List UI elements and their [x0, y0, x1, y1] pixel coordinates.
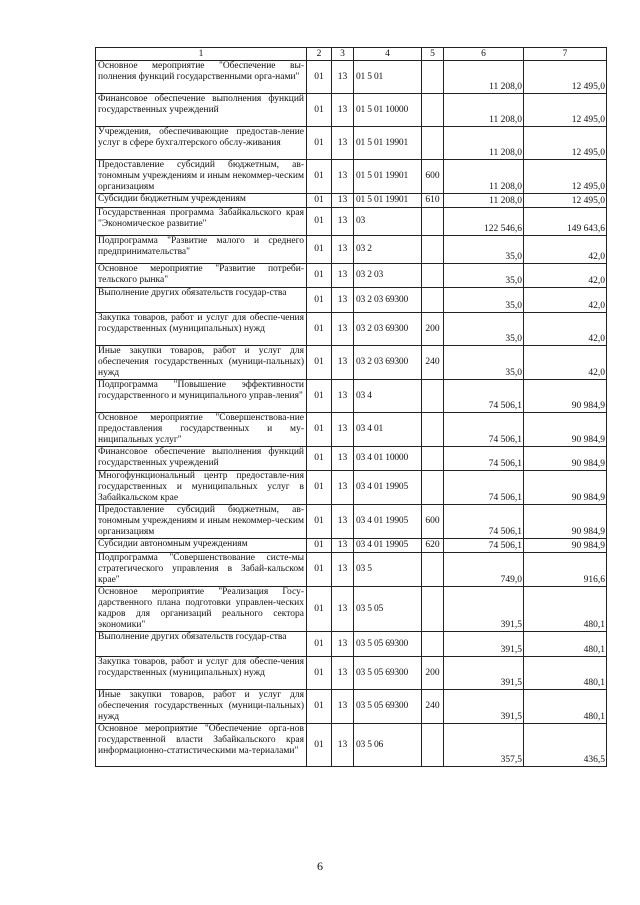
row-value-col6: 11 208,0: [444, 61, 524, 94]
table-row: [96, 236, 607, 264]
row-expense-type: 610: [422, 194, 444, 208]
table-row: [96, 313, 607, 346]
row-name: Основное мероприятие "Совершенствова-ние предоставления государственных и му-ниципальных услуг": [96, 413, 307, 447]
row-subsection-code: 13: [332, 61, 354, 94]
row-expense-type: [422, 553, 444, 587]
column-header: 1: [96, 48, 307, 61]
row-target-code: 01 5 01 10000: [354, 94, 422, 127]
budget-table: [95, 47, 607, 767]
row-value-col7: 42,0: [524, 313, 607, 346]
row-name: Основное мероприятие "Обеспечение вы-полнения функций государственными орга-нами": [96, 61, 307, 94]
row-subsection-code: 13: [332, 724, 354, 767]
row-expense-type: 240: [422, 346, 444, 380]
row-target-code: 03 5 05 69300: [354, 657, 422, 690]
row-expense-type: [422, 208, 444, 236]
row-value-col6: 122 546,6: [444, 208, 524, 236]
row-subsection-code: 13: [332, 236, 354, 264]
row-section-code: 01: [307, 380, 332, 413]
row-name: Многофункциональный центр предоставле-ния государственных и муниципальных услуг в Забайкальском крае: [96, 471, 307, 505]
row-value-col7: 480,1: [524, 632, 607, 657]
row-target-code: 03 5 06: [354, 724, 422, 767]
row-expense-type: [422, 380, 444, 413]
row-subsection-code: 13: [332, 447, 354, 471]
row-value-col7: 90 984,9: [524, 447, 607, 471]
row-section-code: 01: [307, 127, 332, 160]
row-name: Подпрограмма "Повышение эффективности государственного и муниципального управ-ления": [96, 380, 307, 413]
row-value-col7: 480,1: [524, 690, 607, 724]
row-expense-type: [422, 471, 444, 505]
row-subsection-code: 13: [332, 632, 354, 657]
row-expense-type: [422, 413, 444, 447]
row-section-code: 01: [307, 587, 332, 632]
row-section-code: 01: [307, 539, 332, 553]
row-section-code: 01: [307, 413, 332, 447]
row-section-code: 01: [307, 236, 332, 264]
row-section-code: 01: [307, 94, 332, 127]
column-header: 6: [444, 48, 524, 61]
row-value-col7: 12 495,0: [524, 160, 607, 194]
table-row: [96, 288, 607, 313]
row-value-col6: 35,0: [444, 288, 524, 313]
table-row: [96, 94, 607, 127]
row-value-col6: 35,0: [444, 313, 524, 346]
row-value-col7: 90 984,9: [524, 471, 607, 505]
row-name: Учреждения, обеспечивающие предостав-ление услуг в сфере бухгалтерского обслу-живания: [96, 127, 307, 160]
row-value-col6: 35,0: [444, 264, 524, 288]
row-value-col6: 35,0: [444, 346, 524, 380]
table-row: [96, 380, 607, 413]
row-subsection-code: 13: [332, 160, 354, 194]
table-row: [96, 413, 607, 447]
row-value-col6: 11 208,0: [444, 194, 524, 208]
row-value-col7: 12 495,0: [524, 194, 607, 208]
row-section-code: 01: [307, 160, 332, 194]
row-target-code: 03 4 01 19905: [354, 505, 422, 539]
row-subsection-code: 13: [332, 346, 354, 380]
row-expense-type: [422, 632, 444, 657]
row-expense-type: [422, 264, 444, 288]
table-row: [96, 160, 607, 194]
row-subsection-code: 13: [332, 587, 354, 632]
row-target-code: 03 4 01 19905: [354, 471, 422, 505]
row-subsection-code: 13: [332, 471, 354, 505]
row-target-code: 01 5 01: [354, 61, 422, 94]
table-header-row: [96, 48, 607, 61]
row-section-code: 01: [307, 208, 332, 236]
table-row: [96, 346, 607, 380]
row-section-code: 01: [307, 264, 332, 288]
row-section-code: 01: [307, 471, 332, 505]
column-header: 7: [524, 48, 607, 61]
table-row: [96, 61, 607, 94]
row-value-col7: 42,0: [524, 346, 607, 380]
row-name: Иные закупки товаров, работ и услуг для обеспечения государственных (муници-пальных) нужд: [96, 690, 307, 724]
row-target-code: 03 2 03 69300: [354, 288, 422, 313]
row-value-col6: 74 506,1: [444, 539, 524, 553]
row-subsection-code: 13: [332, 94, 354, 127]
row-subsection-code: 13: [332, 194, 354, 208]
row-subsection-code: 13: [332, 505, 354, 539]
row-value-col7: 42,0: [524, 236, 607, 264]
row-target-code: 03 2 03 69300: [354, 346, 422, 380]
row-value-col6: 74 506,1: [444, 413, 524, 447]
row-expense-type: 200: [422, 313, 444, 346]
row-subsection-code: 13: [332, 264, 354, 288]
row-target-code: 03 4: [354, 380, 422, 413]
row-value-col6: 74 506,1: [444, 447, 524, 471]
row-target-code: 01 5 01 19901: [354, 160, 422, 194]
row-target-code: 03 5 05 69300: [354, 690, 422, 724]
row-expense-type: 200: [422, 657, 444, 690]
row-value-col7: 42,0: [524, 288, 607, 313]
row-expense-type: 240: [422, 690, 444, 724]
row-subsection-code: 13: [332, 127, 354, 160]
row-section-code: 01: [307, 553, 332, 587]
row-target-code: 03: [354, 208, 422, 236]
row-subsection-code: 13: [332, 553, 354, 587]
row-section-code: 01: [307, 632, 332, 657]
row-section-code: 01: [307, 288, 332, 313]
row-name: Выполнение других обязательств государ-ства: [96, 288, 307, 313]
row-value-col6: 749,0: [444, 553, 524, 587]
row-subsection-code: 13: [332, 208, 354, 236]
row-value-col6: 391,5: [444, 690, 524, 724]
row-expense-type: [422, 587, 444, 632]
table-row: [96, 471, 607, 505]
row-target-code: 01 5 01 19901: [354, 194, 422, 208]
row-target-code: 03 4 01 10000: [354, 447, 422, 471]
row-expense-type: 620: [422, 539, 444, 553]
column-header: 5: [422, 48, 444, 61]
row-value-col7: 149 643,6: [524, 208, 607, 236]
page-number: 6: [317, 859, 323, 873]
row-target-code: 03 4 01 19905: [354, 539, 422, 553]
table-row: [96, 447, 607, 471]
row-section-code: 01: [307, 447, 332, 471]
row-value-col7: 480,1: [524, 587, 607, 632]
row-name: Подпрограмма "Развитие малого и среднего предпринимательства": [96, 236, 307, 264]
column-header: 2: [307, 48, 332, 61]
row-target-code: 03 5: [354, 553, 422, 587]
table-row: [96, 690, 607, 724]
column-header: 3: [332, 48, 354, 61]
row-value-col6: 74 506,1: [444, 471, 524, 505]
row-expense-type: [422, 447, 444, 471]
row-name: Закупка товаров, работ и услуг для обеспе-чения государственных (муниципальных) нужд: [96, 657, 307, 690]
row-target-code: 03 2: [354, 236, 422, 264]
row-value-col7: 42,0: [524, 264, 607, 288]
row-expense-type: [422, 94, 444, 127]
row-value-col6: 391,5: [444, 632, 524, 657]
row-target-code: 03 5 05 69300: [354, 632, 422, 657]
row-name: Закупка товаров, работ и услуг для обеспе-чения государственных (муниципальных) нужд: [96, 313, 307, 346]
row-value-col7: 480,1: [524, 657, 607, 690]
row-value-col6: 35,0: [444, 236, 524, 264]
row-value-col6: 74 506,1: [444, 505, 524, 539]
row-expense-type: [422, 288, 444, 313]
table-row: [96, 208, 607, 236]
row-section-code: 01: [307, 61, 332, 94]
row-name: Предоставление субсидий бюджетным, ав-тономным учреждениям и иным некоммер-ческим организациям: [96, 505, 307, 539]
row-value-col7: 436,5: [524, 724, 607, 767]
row-value-col6: 11 208,0: [444, 160, 524, 194]
row-name: Финансовое обеспечение выполнения функций государственных учреждений: [96, 447, 307, 471]
table-row: [96, 264, 607, 288]
row-name: Субсидии бюджетным учреждениям: [96, 194, 307, 208]
row-target-code: 03 2 03: [354, 264, 422, 288]
row-value-col6: 11 208,0: [444, 94, 524, 127]
row-value-col7: 12 495,0: [524, 94, 607, 127]
row-value-col7: 916,6: [524, 553, 607, 587]
table-row: [96, 587, 607, 632]
row-target-code: 03 2 03 69300: [354, 313, 422, 346]
row-name: Государственная программа Забайкальского края "Экономическое развитие": [96, 208, 307, 236]
column-header: 4: [354, 48, 422, 61]
table-row: [96, 632, 607, 657]
row-section-code: 01: [307, 690, 332, 724]
row-expense-type: [422, 127, 444, 160]
row-subsection-code: 13: [332, 690, 354, 724]
row-value-col7: 90 984,9: [524, 413, 607, 447]
row-subsection-code: 13: [332, 288, 354, 313]
table-row: [96, 505, 607, 539]
row-subsection-code: 13: [332, 413, 354, 447]
row-section-code: 01: [307, 724, 332, 767]
table-row: [96, 724, 607, 767]
row-value-col6: 11 208,0: [444, 127, 524, 160]
table-row: [96, 127, 607, 160]
row-section-code: 01: [307, 657, 332, 690]
row-name: Основное мероприятие "Обеспечение орга-нов государственной власти Забайкальского края информационно-статистическими ма-териалами": [96, 724, 307, 767]
row-subsection-code: 13: [332, 380, 354, 413]
row-section-code: 01: [307, 313, 332, 346]
row-value-col6: 391,5: [444, 587, 524, 632]
table-row: [96, 553, 607, 587]
row-subsection-code: 13: [332, 539, 354, 553]
row-section-code: 01: [307, 346, 332, 380]
row-name: Субсидии автономным учреждениям: [96, 539, 307, 553]
row-expense-type: 600: [422, 505, 444, 539]
table-row: [96, 657, 607, 690]
row-name: Предоставление субсидий бюджетным, ав-тономным учреждениям и иным некоммер-ческим организациям: [96, 160, 307, 194]
row-expense-type: [422, 724, 444, 767]
row-name: Финансовое обеспечение выполнения функций государственных учреждений: [96, 94, 307, 127]
row-name: Выполнение других обязательств государ-ства: [96, 632, 307, 657]
row-subsection-code: 13: [332, 657, 354, 690]
row-value-col7: 12 495,0: [524, 61, 607, 94]
row-value-col6: 391,5: [444, 657, 524, 690]
row-value-col7: 12 495,0: [524, 127, 607, 160]
row-name: Основное мероприятие "Развитие потреби-тельского рынка": [96, 264, 307, 288]
row-expense-type: 600: [422, 160, 444, 194]
row-target-code: 03 4 01: [354, 413, 422, 447]
row-name: Подпрограмма "Совершенствование систе-мы стратегического управления в Забай-кальском крае": [96, 553, 307, 587]
row-section-code: 01: [307, 505, 332, 539]
row-name: Иные закупки товаров, работ и услуг для обеспечения государственных (муници-пальных) нужд: [96, 346, 307, 380]
row-expense-type: [422, 61, 444, 94]
row-name: Основное мероприятие "Реализация Госу-дарственного плана подготовки управлен-ческих кадров для организаций реального сектора экономики": [96, 587, 307, 632]
table-row: [96, 194, 607, 208]
row-subsection-code: 13: [332, 313, 354, 346]
row-expense-type: [422, 236, 444, 264]
table-row: [96, 539, 607, 553]
row-value-col6: 357,5: [444, 724, 524, 767]
row-target-code: 03 5 05: [354, 587, 422, 632]
row-section-code: 01: [307, 194, 332, 208]
row-value-col7: 90 984,9: [524, 539, 607, 553]
row-value-col6: 74 506,1: [444, 380, 524, 413]
row-value-col7: 90 984,9: [524, 505, 607, 539]
row-value-col7: 90 984,9: [524, 380, 607, 413]
row-target-code: 01 5 01 19901: [354, 127, 422, 160]
